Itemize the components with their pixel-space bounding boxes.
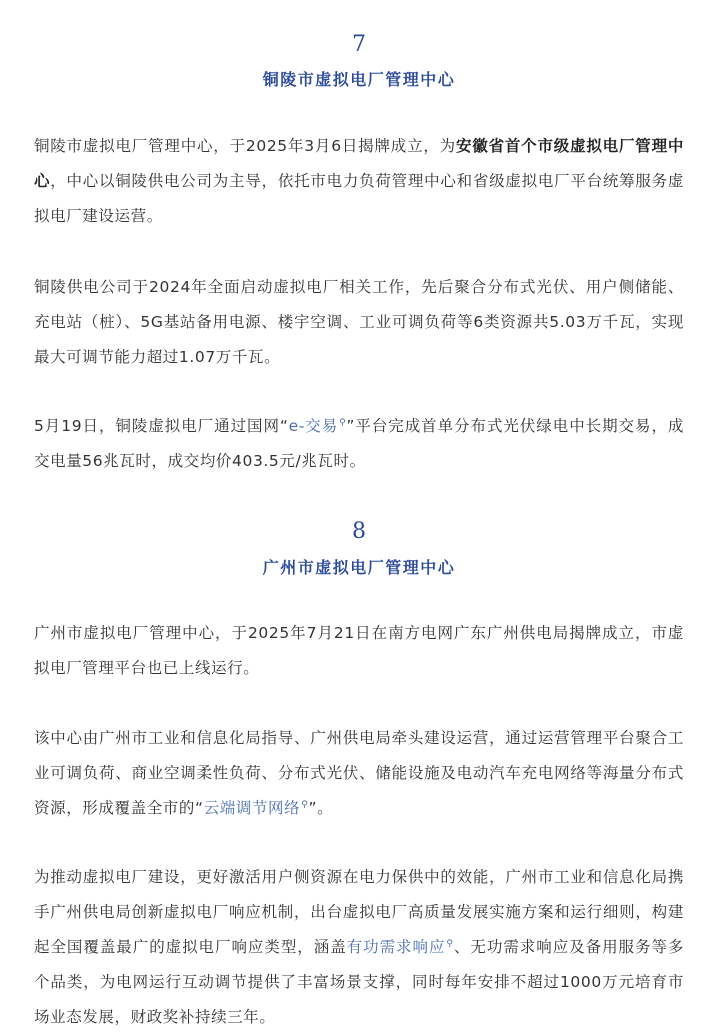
paragraph-text: 铜陵市虚拟电厂管理中心，于2025年3月6日揭牌成立，为 [34, 137, 456, 155]
paragraph-text: ”。 [308, 799, 334, 817]
search-link[interactable] [204, 799, 309, 817]
section-number: 8 [352, 519, 366, 544]
paragraph: 广州市虚拟电厂管理中心，于2025年7月21日在南方电网广东广州供电局揭牌成立，市虚拟电厂管理平台也已上线运行。 [34, 624, 684, 677]
paragraph-text: 为推动虚拟电厂建设，更好激活用户侧资源在电力保供中的效能，广州市工业和信息化局携手广州供电局创新虚拟电厂响应机制，出台虚拟电厂高质量发展实施方案和运行细则，构建起全国覆盖最广的虚拟电厂响应类型，涵盖 [34, 868, 684, 956]
search-link[interactable] [347, 938, 454, 956]
paragraph [34, 409, 684, 479]
search-icon: ⚲ [301, 799, 309, 810]
search-link-label: 云端调节网络 [203, 799, 301, 817]
paragraph-text: 该中心由广州市工业和信息化局指导、广州供电局牵头建设运营，通过运营管理平台聚合工业可调负荷、商业空调柔性负荷、分布式光伏、储能设施及电动汽车充电网络等海量分布式资源，形成覆盖全市的“ [34, 729, 684, 817]
search-icon: ⚲ [446, 938, 454, 949]
search-icon: ⚲ [339, 417, 347, 428]
bold-highlight: 安徽省首个市级虚拟电厂管理中心 [34, 137, 684, 190]
paragraph [34, 860, 684, 1035]
section-title: 广州市虚拟电厂管理中心 [262, 558, 456, 577]
paragraph [34, 129, 684, 234]
section-number: 7 [352, 32, 366, 57]
paragraph: 铜陵供电公司于2024年全面启动虚拟电厂相关工作，先后聚合分布式光伏、用户侧储能、充电站（桩）、5G基站备用电源、楼宇空调、工业可调负荷等6类资源共5.03万千瓦，实现最大可调节能力超过1.07万千瓦。 [34, 278, 684, 366]
search-link-label: e-交易 [288, 417, 339, 435]
search-link[interactable] [289, 417, 347, 435]
paragraph [34, 721, 684, 826]
section-title: 铜陵市虚拟电厂管理中心 [262, 70, 456, 89]
paragraph-text: ”平台完成首单分布式光伏绿电中长期交易，成交电量56兆瓦时，成交均价403.5元/兆瓦时。 [34, 417, 685, 470]
paragraph-text: 、无功需求响应及备用服务等多个品类，为电网运行互动调节提供了丰富场景支撑，同时每年安排不超过1000万元培育市场业态发展，财政奖补持续三年。 [34, 938, 685, 1026]
paragraph-text: ，中心以铜陵供电公司为主导，依托市电力负荷管理中心和省级虚拟电厂平台统筹服务虚拟电厂建设运营。 [34, 172, 684, 225]
search-link-label: 有功需求响应 [346, 938, 446, 956]
paragraph-text: 5月19日，铜陵虚拟电厂通过国网“ [34, 417, 289, 435]
